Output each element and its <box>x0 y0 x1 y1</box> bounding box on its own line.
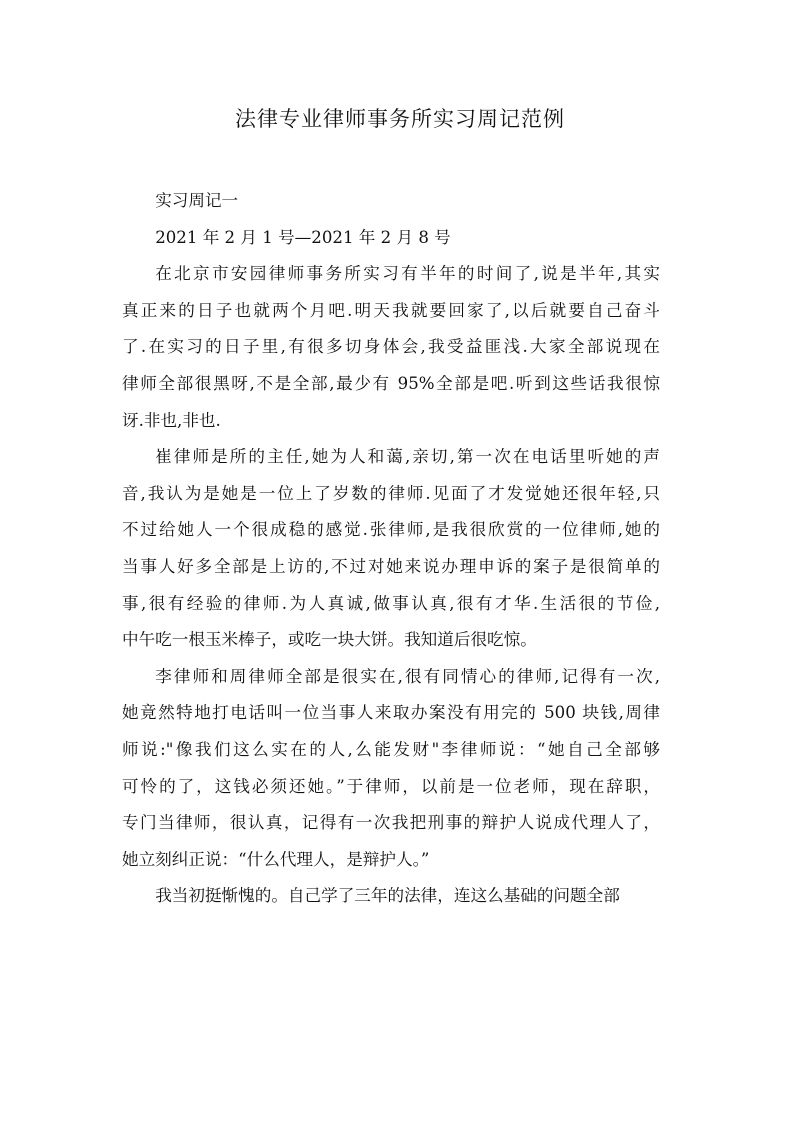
paragraph-line: 中午吃一根玉米棒子，或吃一块大饼。我知道后很吃惊。 <box>122 630 537 650</box>
paragraph-line: 真正来的日子也就两个月吧.明天我就要回家了,以后就要自己奋斗 <box>122 300 660 320</box>
paragraph-line: 讶.非也,非也. <box>122 410 221 430</box>
section-heading: 实习周记一 <box>155 191 239 210</box>
paragraph-line: 律师全部很黑呀,不是全部,最少有 95%全部是吧.听到这些话我很惊 <box>122 373 660 393</box>
paragraph-line: 李律师和周律师全部是很实在,很有同情心的律师,记得有一次, <box>155 666 660 686</box>
paragraph-line: 崔律师是所的主任,她为人和蔼,亲切,第一次在电话里听她的声 <box>155 447 660 467</box>
paragraph-list <box>122 256 660 915</box>
paragraph-line: 她立刻纠正说：“什么代理人，是辩护人。” <box>122 849 430 869</box>
paragraph <box>122 878 660 915</box>
paragraph-line: 了.在实习的日子里,有很多切身体会,我受益匪浅.大家全部说现在 <box>122 337 660 357</box>
paragraph <box>122 256 660 439</box>
paragraph-line: 我当初挺惭愧的。自己学了三年的法律，连这么基础的问题全部 <box>155 886 620 906</box>
paragraph-line: 她竟然特地打电话叫一位当事人来取办案没有用完的 500 块钱,周律 <box>122 703 660 723</box>
paragraph-line: 可怜的了，这钱必须还她。”于律师，以前是一位老师，现在辞职， <box>122 776 660 796</box>
paragraph <box>122 439 660 659</box>
document-body <box>122 183 660 915</box>
document-title: 法律专业律师事务所实习周记范例 <box>235 107 565 131</box>
paragraph-line: 师说:"像我们这么实在的人,么能发财"李律师说：“她自己全部够 <box>122 739 660 759</box>
paragraph-line: 音,我认为是她是一位上了岁数的律师.见面了才发觉她还很年轻,只 <box>122 483 660 503</box>
paragraph-line: 当事人好多全部是上访的,不过对她来说办理申诉的案子是很简单的 <box>122 556 660 576</box>
paragraph-line: 在北京市安园律师事务所实习有半年的时间了,说是半年,其实 <box>155 264 660 284</box>
paragraph-line: 事,很有经验的律师.为人真诚,做事认真,很有才华.生活很的节俭, <box>122 593 660 613</box>
paragraph-line: 不过给她人一个很成稳的感觉.张律师,是我很欣赏的一位律师,她的 <box>122 520 660 540</box>
paragraph-line: 专门当律师，很认真，记得有一次我把刑事的辩护人说成代理人了， <box>122 813 660 833</box>
date-range: 2021 年 2 月 1 号—2021 年 2 月 8 号 <box>155 227 451 247</box>
paragraph <box>122 659 660 879</box>
